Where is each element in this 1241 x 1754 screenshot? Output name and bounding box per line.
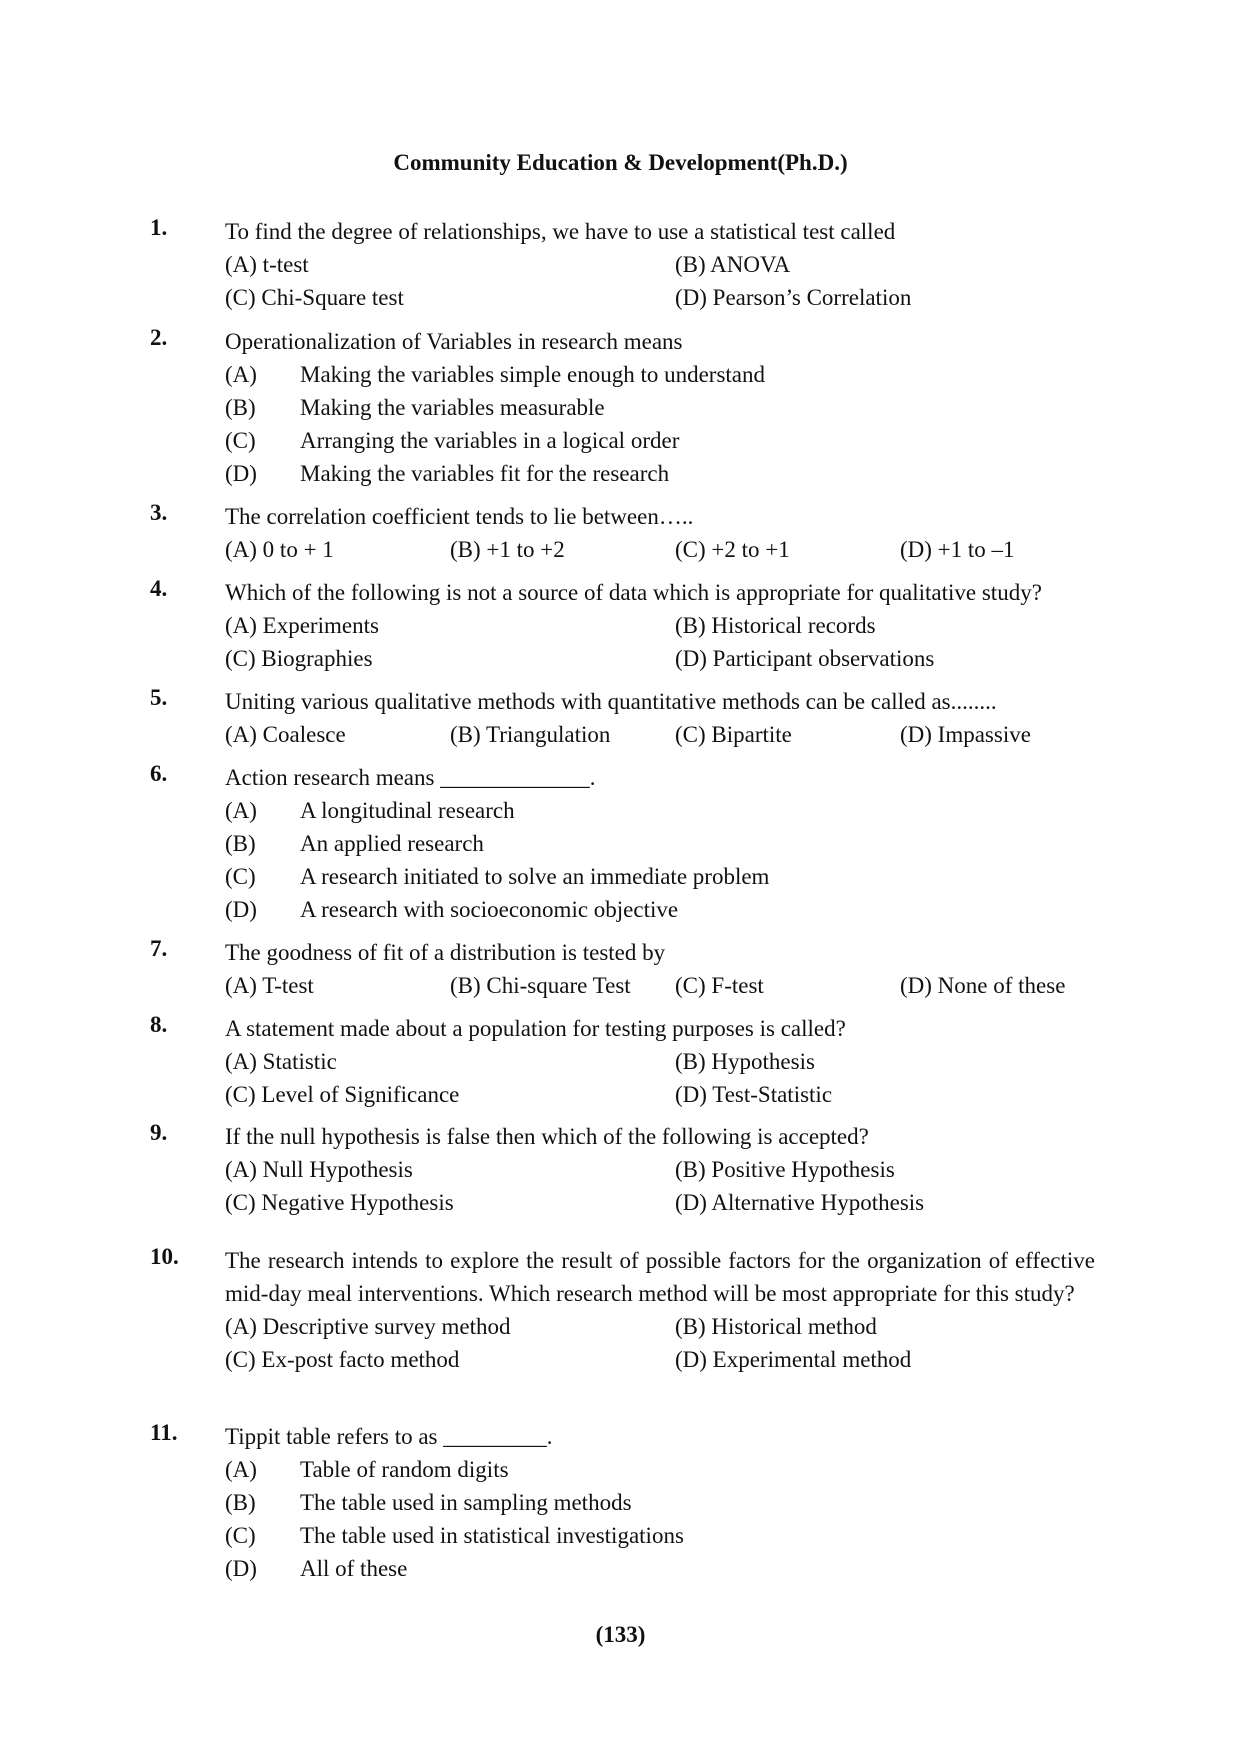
option-letter: (A) (225, 362, 257, 387)
option-b: (B) Historical records (675, 613, 876, 638)
option-c: (C) Biographies (225, 646, 373, 671)
option-d (225, 1552, 1095, 1585)
option-c: (C) +2 to +1 (675, 537, 790, 562)
question-1 (150, 215, 1095, 314)
option-d: (D) Test-Statistic (675, 1082, 833, 1107)
option-b: (B) Hypothesis (675, 1049, 815, 1074)
option-d (225, 457, 1095, 490)
option-text: A research initiated to solve an immediate problem (300, 864, 770, 889)
option-letter: (D) (225, 1556, 257, 1581)
question-number: 10. (150, 1244, 179, 1269)
question-text: The goodness of fit of a distribution is tested by (225, 940, 666, 965)
option-letter: (B) (225, 831, 256, 856)
option-d: (D) +1 to –1 (900, 537, 1015, 562)
question-4 (150, 576, 1095, 675)
question-2 (150, 325, 1095, 490)
question-text: The correlation coefficient tends to lie between….. (225, 504, 694, 529)
option-text: A research with socioeconomic objective (300, 897, 679, 922)
question-text: Tippit table refers to as _________. (225, 1424, 553, 1449)
option-b (225, 391, 1095, 424)
option-b: (B) Triangulation (450, 722, 611, 747)
option-a: (A) Statistic (225, 1049, 337, 1074)
question-text: Uniting various qualitative methods with quantitative methods can be called as........ (225, 689, 997, 714)
question-text: A statement made about a population for testing purposes is called? (225, 1016, 846, 1041)
option-c: (C) Bipartite (675, 722, 792, 747)
option-text: Making the variables fit for the research (300, 461, 670, 486)
question-number: 2. (150, 325, 168, 350)
option-text: All of these (300, 1556, 408, 1581)
option-text: A longitudinal research (300, 798, 515, 823)
option-a: (A) T-test (225, 973, 314, 998)
question-6 (150, 761, 1095, 926)
option-b: (B) +1 to +2 (450, 537, 565, 562)
option-c (225, 424, 1095, 457)
option-letter: (C) (225, 428, 256, 453)
option-a: (A) Coalesce (225, 722, 346, 747)
option-d: (D) Alternative Hypothesis (675, 1190, 925, 1215)
option-d: (D) Impassive (900, 722, 1031, 747)
option-text: Arranging the variables in a logical order (300, 428, 680, 453)
option-letter: (B) (225, 1490, 256, 1515)
option-c: (C) Negative Hypothesis (225, 1190, 454, 1215)
question-text: Which of the following is not a source of data which is appropriate for qualitative study? (225, 580, 1042, 605)
option-a (225, 358, 1095, 391)
option-text: Making the variables simple enough to understand (300, 362, 766, 387)
option-a (225, 794, 1095, 827)
question-number: 4. (150, 576, 168, 601)
question-9 (150, 1120, 1095, 1219)
question-number: 9. (150, 1120, 168, 1145)
question-text: The research intends to explore the result of possible factors for the organization of effective mid-day meal interventions. Which research method will be most appropriate for this study? (225, 1248, 1095, 1306)
option-letter: (D) (225, 461, 257, 486)
option-b: (B) ANOVA (675, 252, 791, 277)
option-d: (D) Experimental method (675, 1347, 912, 1372)
question-text: To find the degree of relationships, we have to use a statistical test called (225, 219, 896, 244)
question-5 (150, 685, 1095, 751)
question-number: 1. (150, 215, 168, 240)
question-text: If the null hypothesis is false then which of the following is accepted? (225, 1124, 869, 1149)
option-letter: (C) (225, 864, 256, 889)
option-text: The table used in sampling methods (300, 1490, 632, 1515)
option-letter: (C) (225, 1523, 256, 1548)
option-d: (D) None of these (900, 973, 1066, 998)
option-text: An applied research (300, 831, 484, 856)
question-number: 11. (150, 1420, 178, 1445)
option-b: (B) Historical method (675, 1314, 877, 1339)
question-number: 8. (150, 1012, 168, 1037)
option-text: Table of random digits (300, 1457, 509, 1482)
option-text: Making the variables measurable (300, 395, 605, 420)
option-a (225, 1453, 1095, 1486)
option-d: (D) Participant observations (675, 646, 935, 671)
option-c: (C) Level of Significance (225, 1082, 460, 1107)
question-10 (150, 1244, 1095, 1376)
option-a: (A) Descriptive survey method (225, 1314, 511, 1339)
option-b (225, 827, 1095, 860)
option-text: The table used in statistical investigations (300, 1523, 684, 1548)
option-letter: (D) (225, 897, 257, 922)
option-d: (D) Pearson’s Correlation (675, 285, 912, 310)
question-number: 5. (150, 685, 168, 710)
option-a: (A) t-test (225, 252, 309, 277)
option-c (225, 1519, 1095, 1552)
question-3 (150, 500, 1095, 566)
question-7 (150, 936, 1095, 1002)
option-b: (B) Chi-square Test (450, 973, 631, 998)
option-a: (A) Null Hypothesis (225, 1157, 413, 1182)
option-c (225, 860, 1095, 893)
option-b: (B) Positive Hypothesis (675, 1157, 895, 1182)
question-number: 3. (150, 500, 168, 525)
question-number: 6. (150, 761, 168, 786)
option-letter: (B) (225, 395, 256, 420)
question-text: Action research means _____________. (225, 765, 596, 790)
option-a: (A) Experiments (225, 613, 379, 638)
option-b (225, 1486, 1095, 1519)
option-d (225, 893, 1095, 926)
option-a: (A) 0 to + 1 (225, 537, 334, 562)
question-number: 7. (150, 936, 168, 961)
option-c: (C) Chi-Square test (225, 285, 404, 310)
option-c: (C) Ex-post facto method (225, 1347, 460, 1372)
page-title: Community Education & Development(Ph.D.) (393, 150, 848, 175)
option-letter: (A) (225, 798, 257, 823)
question-8 (150, 1012, 1095, 1111)
page-number: (133) (595, 1622, 646, 1647)
option-letter: (A) (225, 1457, 257, 1482)
question-text: Operationalization of Variables in research means (225, 329, 683, 354)
option-c: (C) F-test (675, 973, 764, 998)
question-11 (150, 1420, 1095, 1585)
